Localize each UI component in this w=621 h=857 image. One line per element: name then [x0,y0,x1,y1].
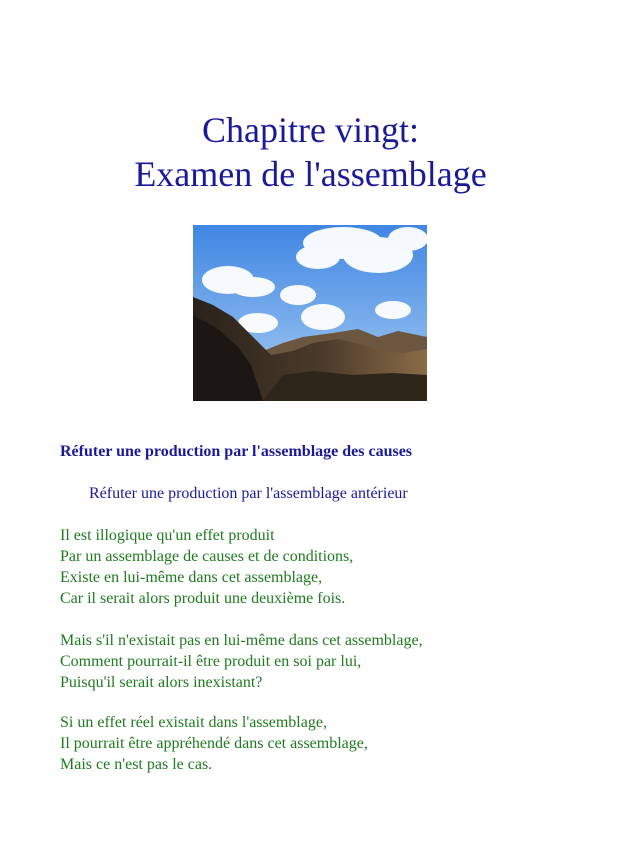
page-title [0,108,621,196]
valley [263,371,427,401]
verse-line: Par un assemblage de causes et de conditions, [60,548,354,565]
verse-line: Car il serait alors produit une deuxième fois. [60,590,346,607]
verse-line: Mais s'il n'existait pas en lui-même dans cet assemblage, [60,632,423,649]
section-heading: Réfuter une production par l'assemblage des causes [60,443,413,460]
verse-1 [60,525,353,609]
page-title-line-2: Examen de l'assemblage [134,154,487,194]
verse-3 [60,712,368,775]
verse-line: Si un effet réel existait dans l'assemblage, [60,714,327,731]
mountain-sky-photo [193,225,427,401]
verse-line: Existe en lui-même dans cet assemblage, [60,569,323,586]
verse-line: Mais ce n'est pas le cas. [60,756,213,773]
verse-line: Il pourrait être appréhendé dans cet assemblage, [60,735,368,752]
verse-line: Il est illogique qu'un effet produit [60,527,275,544]
verse-2 [60,630,423,693]
verse-line: Puisqu'il serait alors inexistant? [60,674,263,691]
subheading: Réfuter une production par l'assemblage antérieur [89,485,408,502]
page-title-line-1: Chapitre vingt: [202,110,419,150]
verse-line: Comment pourrait-il être produit en soi par lui, [60,653,362,670]
